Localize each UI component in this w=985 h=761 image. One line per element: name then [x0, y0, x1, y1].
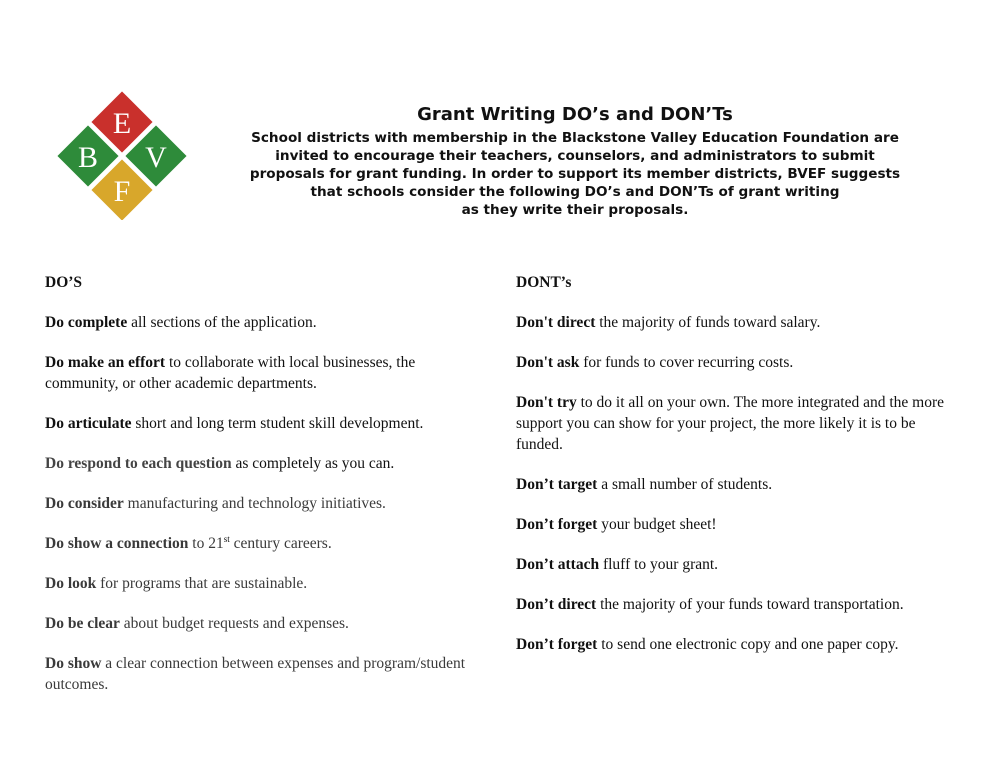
- dont-item-lead: Don't try: [516, 394, 577, 411]
- dont-item: [516, 474, 946, 495]
- logo-letter-b: B: [77, 141, 99, 174]
- do-item: [45, 573, 485, 594]
- dos-heading: DO’S: [45, 274, 83, 291]
- dont-item-text: a small number of students.: [597, 476, 773, 493]
- do-item-text: manufacturing and technology initiatives.: [123, 495, 386, 512]
- do-item-lead: Do respond to each question: [45, 455, 232, 472]
- dont-item: [516, 514, 946, 535]
- intro-line: as they write their proposals.: [461, 202, 689, 218]
- document-title: Grant Writing DO’s and DON’Ts: [417, 104, 733, 125]
- dont-item-text: the majority of your funds toward transportation.: [596, 596, 904, 613]
- do-item: [45, 312, 485, 333]
- intro-line: invited to encourage their teachers, counselors, and administrators to submit: [275, 148, 875, 164]
- do-item-text: to collaborate with local businesses, the community, or other academic departments.: [45, 354, 416, 392]
- dont-item: [516, 634, 946, 655]
- dont-item-lead: Don’t forget: [516, 636, 598, 653]
- do-item-lead: Do be clear: [45, 615, 120, 632]
- do-item-lead: Do consider: [45, 495, 124, 512]
- dont-item-lead: Don’t forget: [516, 516, 598, 533]
- do-item-text: as completely as you can.: [231, 455, 395, 472]
- do-item-lead: Do show a connection: [45, 535, 189, 552]
- do-item: [45, 653, 485, 695]
- logo-letter-f: F: [113, 175, 131, 208]
- do-item-text: short and long term student skill development.: [131, 415, 424, 432]
- bvef-logo: [55, 88, 190, 220]
- logo-letter-e: E: [112, 107, 132, 140]
- do-item-text: to 21: [188, 535, 224, 552]
- do-item: [45, 352, 485, 394]
- intro-line: proposals for grant funding. In order to support its member districts, BVEF suggests: [249, 166, 901, 182]
- do-item: [45, 453, 485, 474]
- dont-item-lead: Don't ask: [516, 354, 580, 371]
- do-item-text: century careers.: [229, 535, 332, 552]
- do-item: [45, 493, 485, 514]
- dont-item: [516, 352, 946, 373]
- intro-line: that schools consider the following DO’s and DON’Ts of grant writing: [310, 184, 840, 200]
- dont-item: [516, 392, 946, 455]
- do-item-lead: Do look: [45, 575, 97, 592]
- intro-line: School districts with membership in the Blackstone Valley Education Foundation are: [251, 130, 899, 146]
- do-item-text: all sections of the application.: [127, 314, 317, 331]
- dont-item-lead: Don’t target: [516, 476, 598, 493]
- do-item-lead: Do make an effort: [45, 354, 166, 371]
- dont-item-text: to send one electronic copy and one paper copy.: [597, 636, 899, 653]
- dont-item-lead: Don't direct: [516, 314, 596, 331]
- dont-item: [516, 554, 946, 575]
- do-item-lead: Do complete: [45, 314, 128, 331]
- dont-item: [516, 594, 946, 615]
- dont-item-text: your budget sheet!: [597, 516, 717, 533]
- logo-letter-v: V: [145, 141, 167, 174]
- superscript-ordinal: st: [223, 533, 230, 544]
- dont-item-text: to do it all on your own. The more integrated and the more support you can show for your project, the more likely it is to be funded.: [516, 394, 945, 453]
- do-item-text: for programs that are sustainable.: [96, 575, 308, 592]
- document-header: [215, 104, 935, 219]
- do-item-lead: Do articulate: [45, 415, 132, 432]
- dont-item-lead: Don’t direct: [516, 596, 597, 613]
- intro-paragraph: [215, 129, 935, 219]
- dont-item-lead: Don’t attach: [516, 556, 600, 573]
- dos-column: [45, 272, 485, 695]
- do-item: [45, 413, 485, 434]
- dont-item: [516, 312, 946, 333]
- dont-item-text: for funds to cover recurring costs.: [579, 354, 794, 371]
- do-item-text: about budget requests and expenses.: [119, 615, 349, 632]
- do-item: [45, 613, 485, 634]
- dont-item-text: fluff to your grant.: [599, 556, 719, 573]
- do-item-text: a clear connection between expenses and program/student outcomes.: [45, 655, 466, 693]
- donts-heading: DONT’s: [516, 274, 572, 291]
- do-item-lead: Do show: [45, 655, 102, 672]
- do-item: [45, 533, 485, 554]
- dont-item-text: the majority of funds toward salary.: [595, 314, 821, 331]
- donts-column: [516, 272, 946, 655]
